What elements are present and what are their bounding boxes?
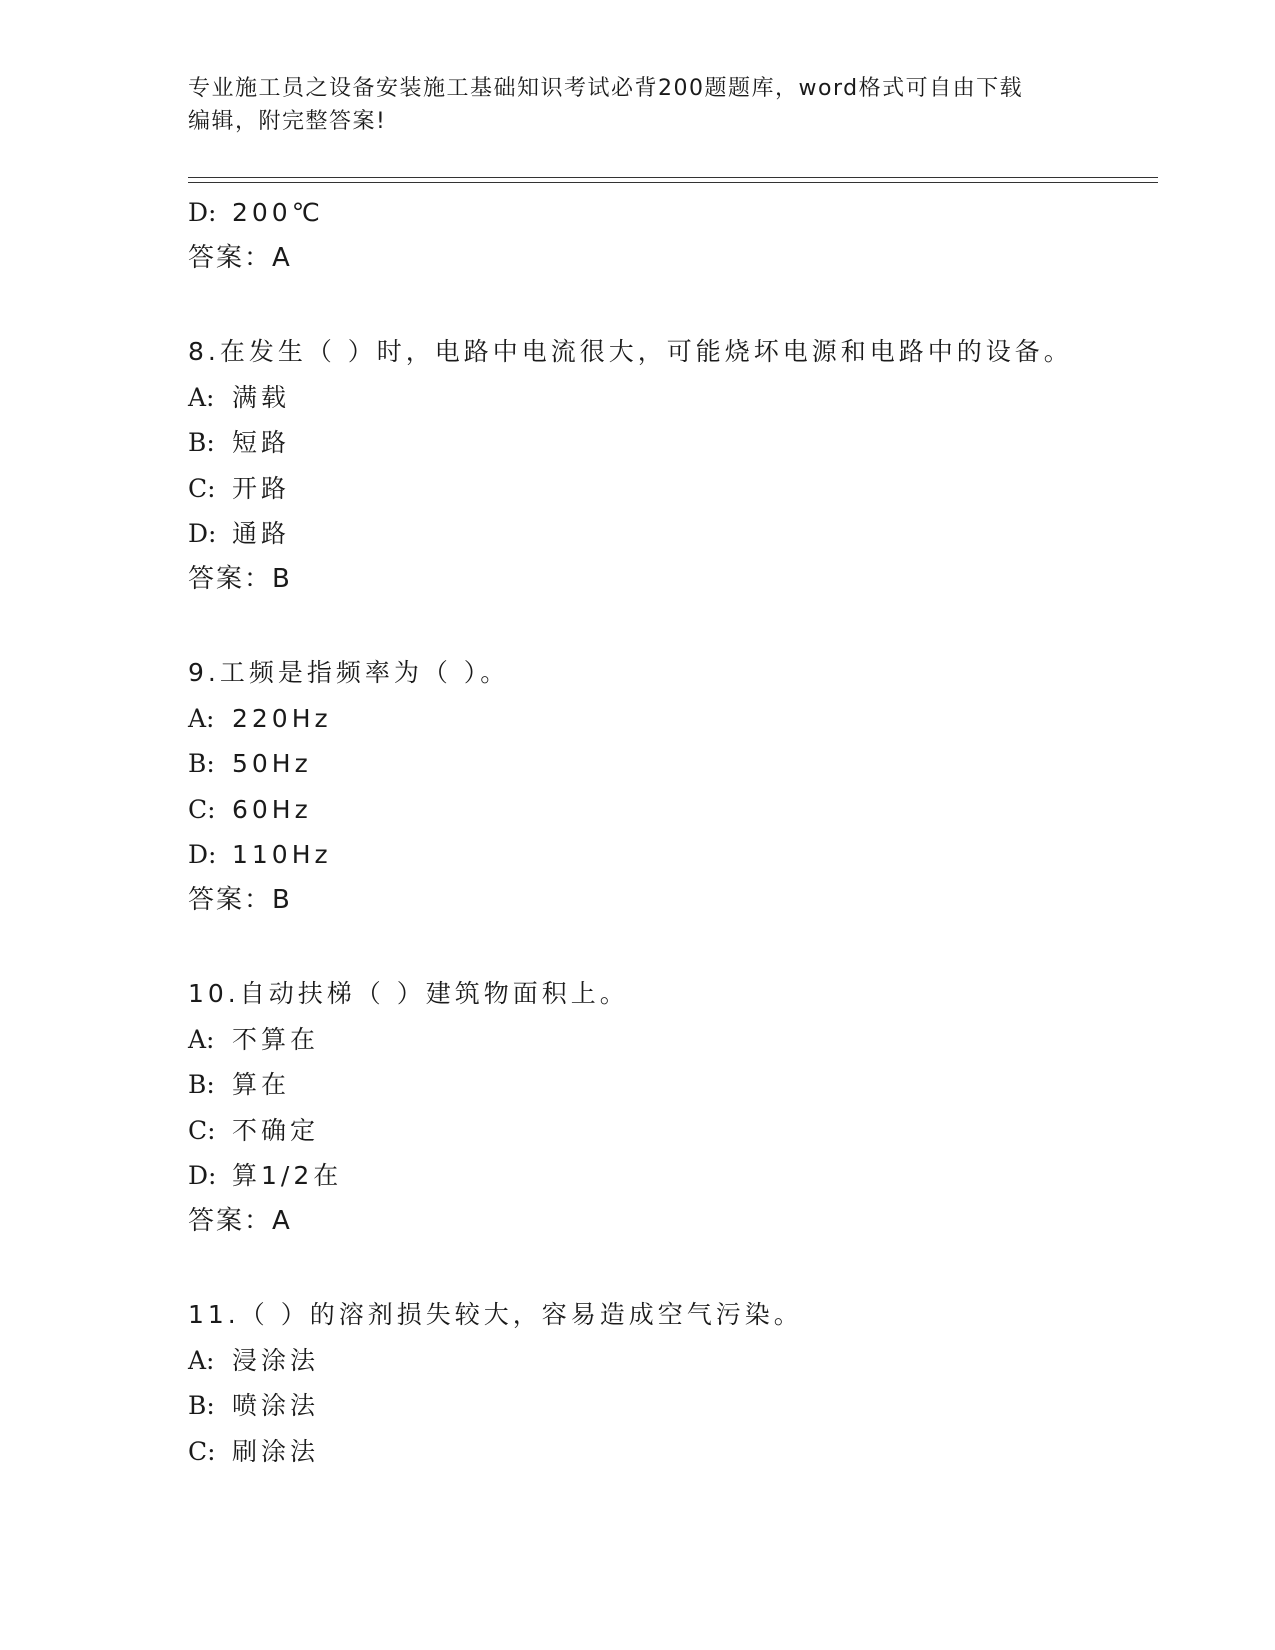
answer-line: 答案：A xyxy=(188,1205,292,1236)
answer-line: 答案：B xyxy=(188,563,292,594)
header-title-line-1: 专业施工员之设备安装施工基础知识考试必背200题题库，word格式可自由下载 xyxy=(188,76,1024,101)
header-title-line-2: 编辑，附完整答案! xyxy=(188,109,387,134)
answer-line: 答案：A xyxy=(188,242,292,273)
option-label: A: xyxy=(188,382,215,412)
option-d xyxy=(188,511,1148,557)
option-label: C: xyxy=(188,1436,216,1466)
answer-line: 答案：B xyxy=(188,884,292,915)
option-c xyxy=(188,1108,1148,1154)
spacer xyxy=(188,281,1148,329)
option-label: B: xyxy=(188,1391,215,1420)
option-text: 200℃ xyxy=(232,198,324,227)
option-text: 不确定 xyxy=(232,1115,320,1145)
question-stem: 9.工频是指频率为（ ）。 xyxy=(188,658,510,687)
option-text: 算1/2在 xyxy=(232,1161,343,1190)
option-text: 50Hz xyxy=(232,749,312,778)
option-text: 算在 xyxy=(232,1070,291,1099)
question-list xyxy=(188,190,1148,1474)
option-text: 开路 xyxy=(232,473,291,503)
option-label: A: xyxy=(188,1024,215,1054)
option-label: C: xyxy=(188,1115,216,1145)
option-b xyxy=(188,420,1148,466)
option-label: B: xyxy=(188,749,215,778)
option-label: D: xyxy=(188,1161,217,1190)
option-label: A: xyxy=(188,1345,215,1375)
header-divider-bottom xyxy=(188,182,1158,183)
spacer xyxy=(188,923,1148,971)
spacer xyxy=(188,1244,1148,1292)
option-a xyxy=(188,375,1148,421)
spacer xyxy=(188,602,1148,650)
header-divider-top xyxy=(188,177,1158,178)
option-a xyxy=(188,1017,1148,1063)
option-text: 刷涂法 xyxy=(232,1436,320,1466)
option-c xyxy=(188,466,1148,512)
option-label: A: xyxy=(188,703,215,733)
document-header xyxy=(188,72,1068,138)
option-label: B: xyxy=(188,428,215,457)
option-label: D: xyxy=(188,840,217,869)
question-stem: 8.在发生（ ）时，电路中电流很大，可能烧坏电源和电路中的设备。 xyxy=(188,337,1073,366)
option-d xyxy=(188,1153,1148,1199)
option-c xyxy=(188,1429,1148,1475)
option-text: 110Hz xyxy=(232,840,332,869)
option-text: 短路 xyxy=(232,428,291,457)
option-label: D: xyxy=(188,519,217,548)
option-label: C: xyxy=(188,794,216,824)
option-b xyxy=(188,1062,1148,1108)
option-d xyxy=(188,832,1148,878)
option-c xyxy=(188,787,1148,833)
option-text: 满载 xyxy=(232,382,291,412)
option-text: 不算在 xyxy=(232,1024,320,1054)
option-a xyxy=(188,696,1148,742)
option-text: 通路 xyxy=(232,519,291,548)
option-text: 喷涂法 xyxy=(232,1391,320,1420)
option-text: 220Hz xyxy=(232,703,332,733)
option-b xyxy=(188,1383,1148,1429)
option-label: C: xyxy=(188,473,216,503)
option-a xyxy=(188,1338,1148,1384)
option-text: 浸涂法 xyxy=(232,1345,320,1375)
question-stem: 11.（ ）的溶剂损失较大，容易造成空气污染。 xyxy=(188,1300,803,1329)
option-label: B: xyxy=(188,1070,215,1099)
option-b xyxy=(188,741,1148,787)
option-text: 60Hz xyxy=(232,794,312,824)
question-stem: 10.自动扶梯（ ）建筑物面积上。 xyxy=(188,979,629,1008)
option-d xyxy=(188,190,1148,236)
option-label: D: xyxy=(188,198,217,227)
